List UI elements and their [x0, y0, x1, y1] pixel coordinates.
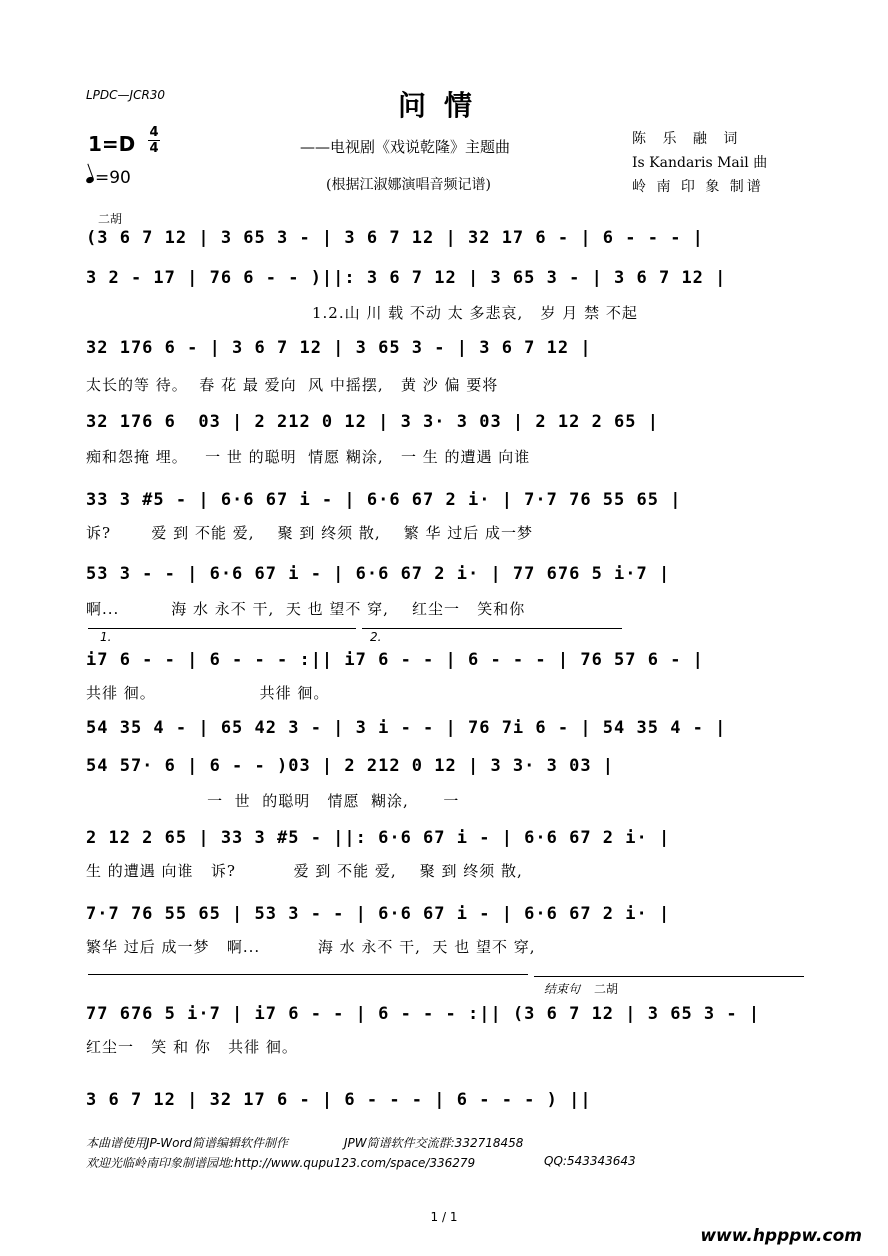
ending-1-label: 1.: [100, 630, 112, 644]
ending-2-bracket: [362, 628, 622, 629]
erhu-label: 二胡: [98, 212, 123, 226]
system-10-notes: 2 12 2 65 | 33 3 #5 - ||: 6·6 67 i - | 6·6 67 2 i· |: [86, 828, 671, 848]
system-6-lyric: 啊... 海 水 永不 干, 天 也 望不 穿, 红尘一 笑和你: [86, 600, 526, 618]
system-13-notes: 3 6 7 12 | 32 17 6 - | 6 - - - | 6 - - - ) ||: [86, 1090, 592, 1110]
system-11-notes: 7·7 76 55 65 | 53 3 - - | 6·6 67 i - | 6·6 67 2 i· |: [86, 904, 671, 924]
system-4-notes: 32 176 6 03 | 2 212 0 12 | 3 3· 3 03 | 2 12 2 65 |: [86, 412, 659, 432]
footer-qq: QQ:543343643: [544, 1154, 636, 1168]
system-12-lyric: 红尘一 笑 和 你 共徘 徊。: [86, 1038, 298, 1056]
time-bottom: 4: [149, 141, 159, 156]
coda-erhu-label: 二胡: [594, 982, 619, 996]
footer-group: JPW简谱软件交流群:332718458: [344, 1136, 524, 1150]
subtitle: ——电视剧《戏说乾隆》主题曲: [300, 138, 511, 156]
system-9-lyric: 一 世 的聪明 情愿 糊涂, 一: [86, 792, 460, 810]
system-5-lyric: 诉? 爱 到 不能 爱, 聚 到 终须 散, 繁 华 过后 成一梦: [86, 524, 534, 542]
site-watermark: www.hpppw.com: [700, 1226, 862, 1246]
page-number: 1 / 1: [430, 1210, 458, 1224]
time-signature: [148, 126, 160, 155]
footer-website: 欢迎光临岭南印象制谱园地:http://www.qupu123.com/space/336279: [86, 1156, 476, 1170]
system-7-lyric: 共徘 徊。 共徘 徊。: [86, 684, 330, 702]
tempo-mark: [86, 168, 131, 188]
system-3-notes: 32 176 6 - | 3 6 7 12 | 3 65 3 - | 3 6 7 12 |: [86, 338, 592, 358]
arranger-credit: 岭 南 印 象 制谱: [632, 179, 764, 195]
ending-bracket: [88, 974, 528, 975]
system-2-lyric: 1.2.山 川 载 不动 太 多悲哀, 岁 月 禁 不起: [312, 304, 638, 322]
quarter-note-icon: [85, 176, 95, 184]
system-9-notes: 54 57· 6 | 6 - - )03 | 2 212 0 12 | 3 3· 3 03 |: [86, 756, 615, 776]
lyricist-credit: 陈 乐 融 词: [632, 131, 744, 147]
system-11-lyric: 繁华 过后 成一梦 啊... 海 水 永不 干, 天 也 望不 穿,: [86, 938, 536, 956]
system-12-notes: 77 676 5 i·7 | i7 6 - - | 6 - - - :|| (3 6 7 12 | 3 65 3 - |: [86, 1004, 761, 1024]
composer-credit: Is Kandaris Mail 曲: [632, 155, 768, 171]
system-2-notes: 3 2 - 17 | 76 6 - - )||: 3 6 7 12 | 3 65 3 - | 3 6 7 12 |: [86, 268, 727, 288]
ending-1-bracket: [88, 628, 356, 629]
coda-bracket: [534, 976, 804, 977]
time-top: 4: [149, 125, 159, 140]
transcription-source: (根据江淑娜演唱音频记谱): [326, 177, 491, 193]
system-7-notes: i7 6 - - | 6 - - - :|| i7 6 - - | 6 - - - | 76 57 6 - |: [86, 650, 704, 670]
coda-label: 结束句: [544, 982, 581, 996]
tempo-value: =90: [95, 168, 131, 188]
system-6-notes: 53 3 - - | 6·6 67 i - | 6·6 67 2 i· | 77 676 5 i·7 |: [86, 564, 671, 584]
system-1-notes: (3 6 7 12 | 3 65 3 - | 3 6 7 12 | 32 17 6 - | 6 - - - |: [86, 228, 704, 248]
score-code: LPDC—JCR30: [86, 88, 166, 102]
ending-2-label: 2.: [370, 630, 382, 644]
footer-software: 本曲谱使用JP-Word简谱编辑软件制作: [86, 1136, 288, 1150]
system-3-lyric: 太长的等 待。 春 花 最 爱向 风 中摇摆, 黄 沙 偏 要将: [86, 376, 499, 394]
system-8-notes: 54 35 4 - | 65 42 3 - | 3 i - - | 76 7i 6 - | 54 35 4 - |: [86, 718, 727, 738]
system-10-lyric: 生 的遭遇 向谁 诉? 爱 到 不能 爱, 聚 到 终须 散,: [86, 862, 523, 880]
system-4-lyric: 痴和怨掩 埋。 一 世 的聪明 情愿 糊涂, 一 生 的遭遇 向谁: [86, 448, 531, 466]
system-5-notes: 33 3 #5 - | 6·6 67 i - | 6·6 67 2 i· | 7·7 76 55 65 |: [86, 490, 682, 510]
page-title: 问情: [397, 89, 490, 122]
key-signature: 1=D: [88, 132, 136, 156]
